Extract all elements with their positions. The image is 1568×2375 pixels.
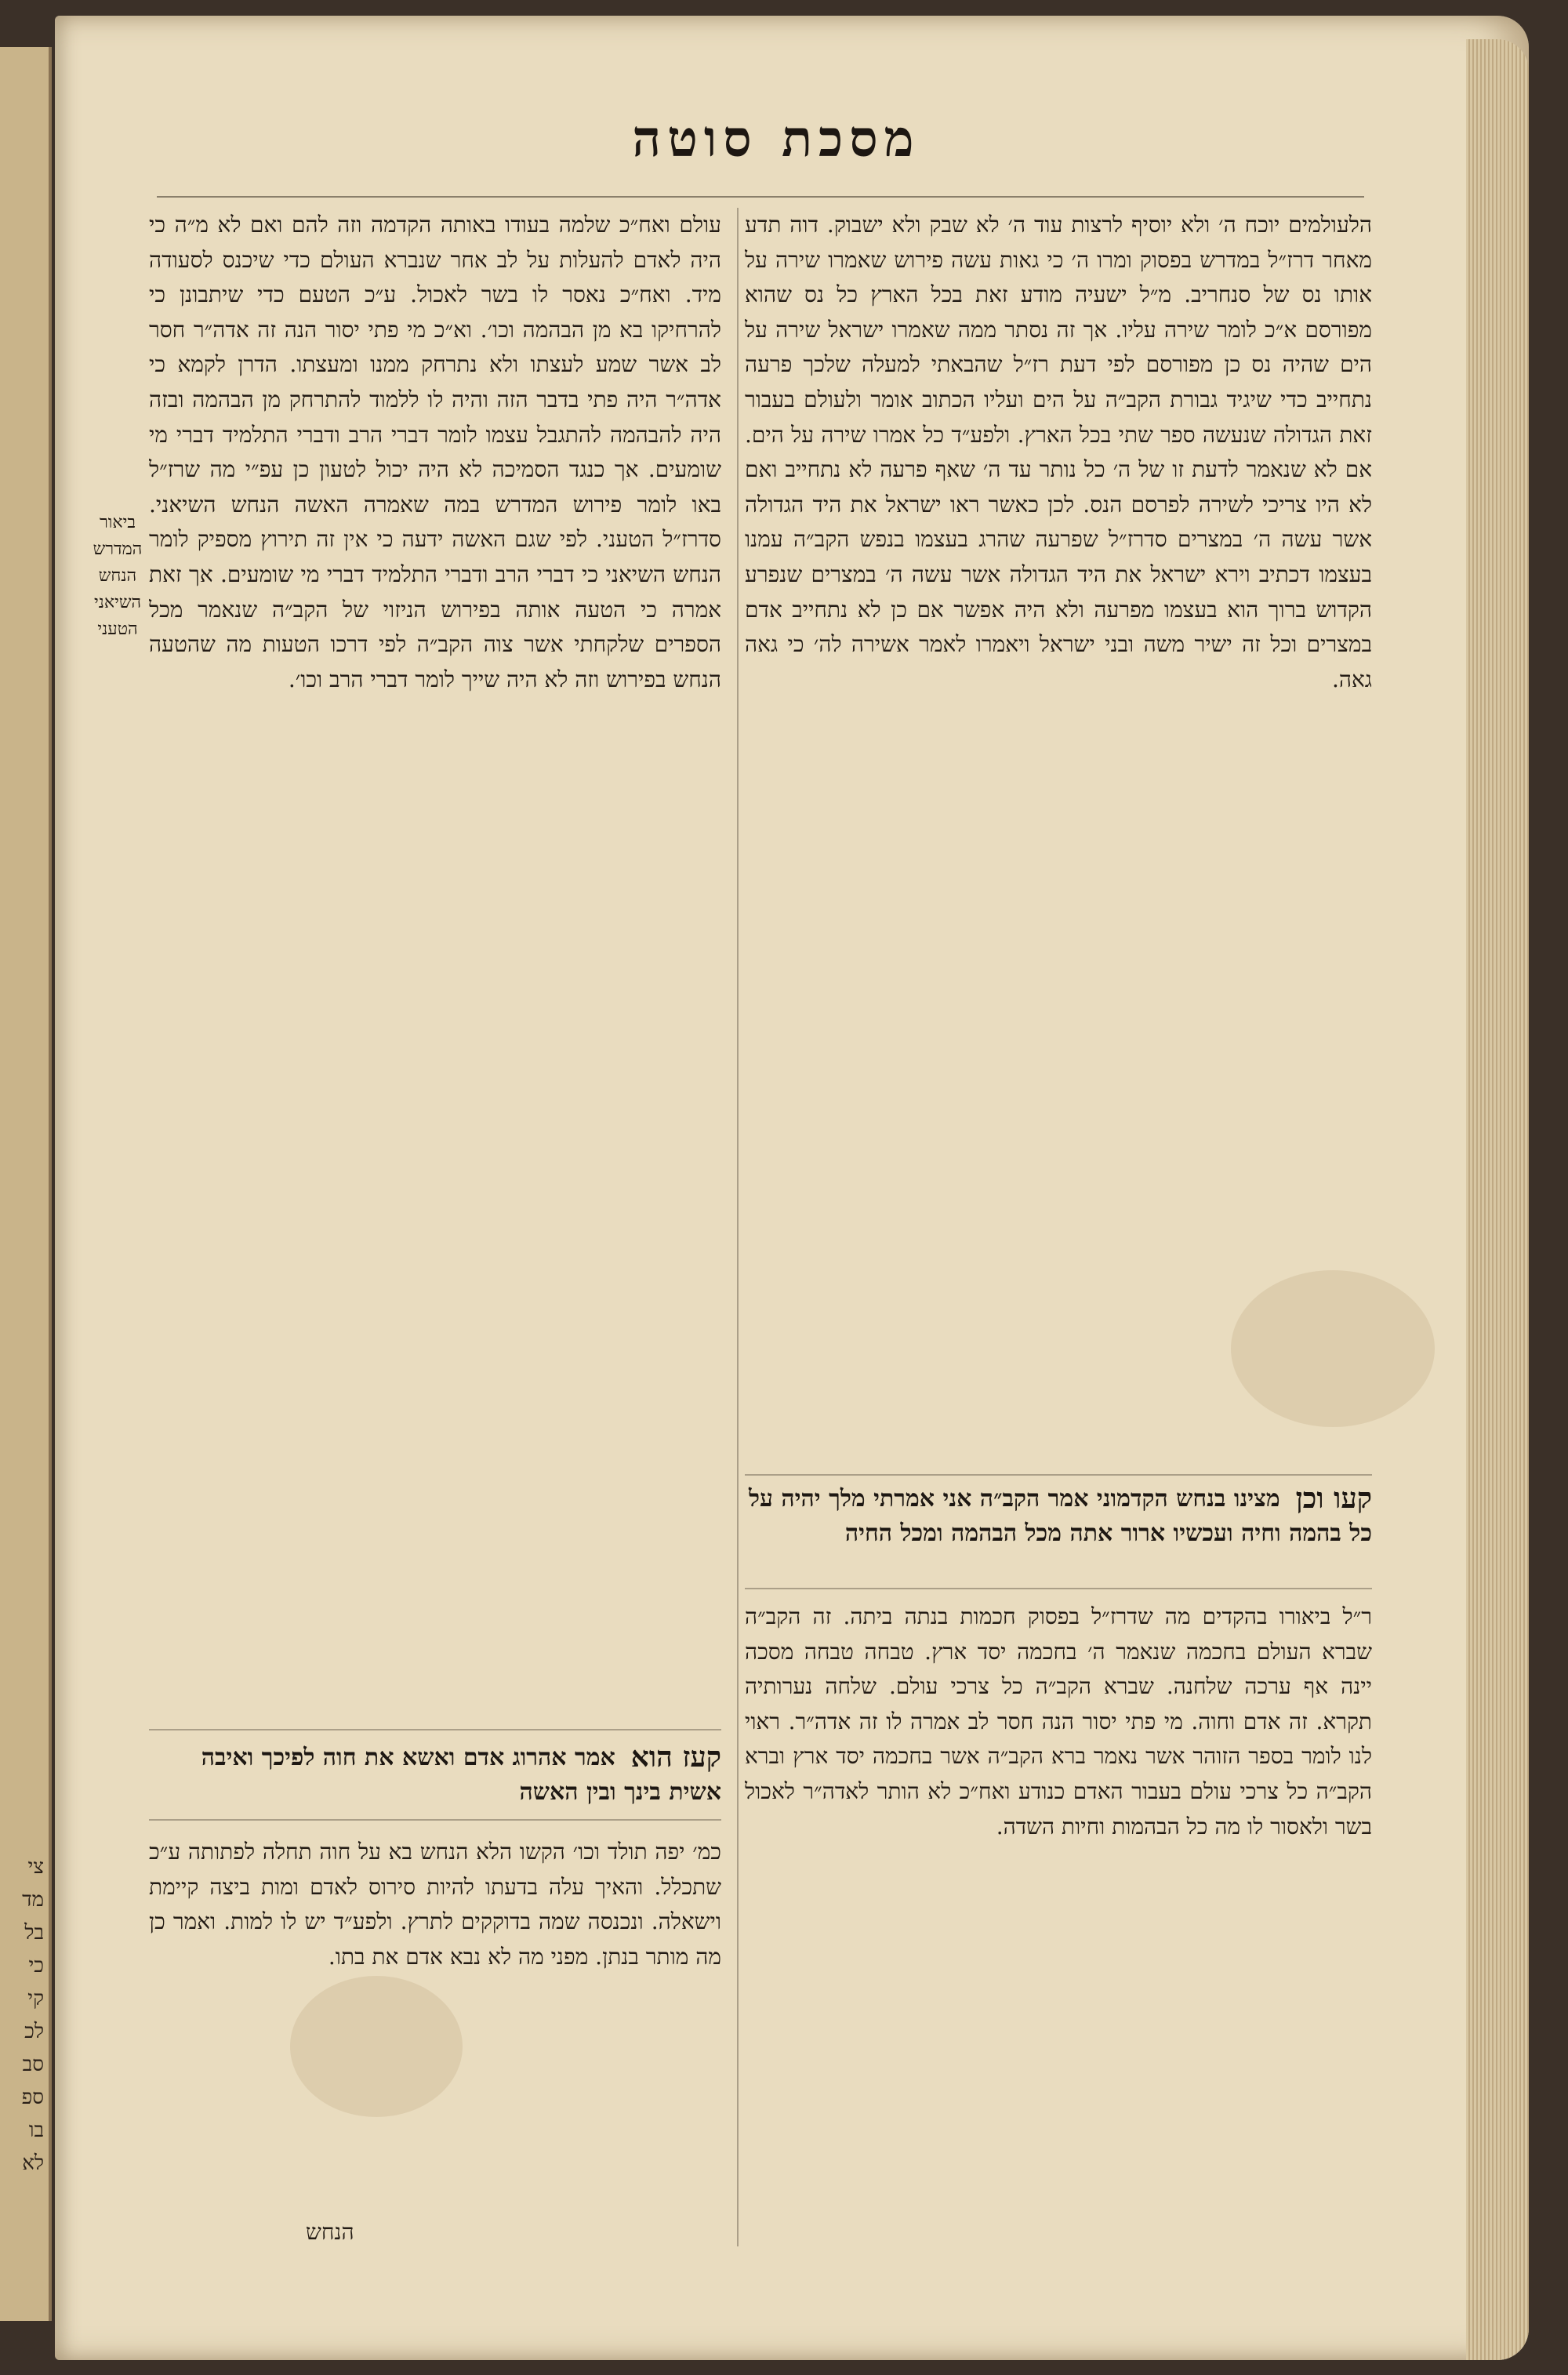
catchword: הנחש <box>306 2219 354 2245</box>
siman-section <box>149 1741 721 1819</box>
siman-text: אמר אהרוג אדם ואשא את חוה לפיכך ואיבה אשית בינך ובין האשה <box>201 1744 721 1806</box>
page-edges <box>1466 39 1529 2360</box>
siman-section <box>745 1482 1372 1584</box>
left-column-text-lower: כמ׳ יפה תולד וכו׳ הקשו הלא הנחש בא על חוה תחלה לפתותה ע״כ שתכלל. והאיך עלה בדעתו להיות סירוס לאדם ומות ביצה קיימת וישאלה. ונכנסה שמה בדוקקים לתרץ. ולפע״ד יש לו למות. ואמר כן מה מותר בנתן. מפני מה לא נבא אדם את בתו. <box>149 1839 721 1970</box>
siman-label: קעו וכן <box>1295 1482 1372 1515</box>
section-rule <box>745 1588 1372 1589</box>
siman-label: קעז הוא <box>630 1741 721 1774</box>
right-column-text: הלעולמים יוכח ה׳ ולא יוסיף לרצות עוד ה׳ לא שבק ולא ישבוק. דוה תדע מאחר דרז״ל במדרש בפסוק ומרו ה׳ כי גאות עשה פירוש שאמרו שירה על אותו נס של סנחריב. מ״ל ישעיה מודע זאת בכל הארץ כל נס שהוא מפורסם א״כ לומר שירה עליו. אך זה נסתר ממה שאמרו ישראל שירה על הים שהיה נס כן מפורסם לפי דעת רז״ל שהבאתי למעלה שלכך פרעה נתחייב כדי שיגיד גבורת הקב״ה על הים ועליו הכתוב אומר ולעולם בעבור זאת הגדולה שנעשה ספר שתי בכל הארץ. ולפע״ד כל אמרו שירה על הים. אם לא שנאמר לדעת זו של ה׳ כל נותר עד ה׳ שאף פרעה לא נתחייב ואם לא היו צריכי לשירה לפרסם הנס. לכן כאשר ראו ישראל את היד הגדולה אשר עשה ה׳ במצרים סדרז״ל שפרעה שהרג בעצמו בנפש הקב״ה עמנו בעצמו דכתיב וירא ישראל את היד הגדולה אשר עשה ה׳ במצרים שנפרע הקדוש ברוך הוא בעצמו מפרעה ולא היה אפשר אם כן לא נתחייב אדם במצרים וכל זה ישיר משה ובני ישראל ויאמרו לאמר אשירה לה׳ כי גאה גאה. <box>745 212 1372 692</box>
adjacent-page-edge <box>0 47 52 2321</box>
header-rule <box>157 196 1364 198</box>
section-rule <box>745 1474 1372 1476</box>
section-rule <box>149 1729 721 1730</box>
section-rule <box>149 1819 721 1821</box>
adjacent-page-text: צי מד בל כי קי לכ סב ספ בו לא <box>21 1855 44 2175</box>
right-column-text-lower: ר״ל ביאורו בהקדים מה שדרז״ל בפסוק חכמות בנתה ביתה. זה הקב״ה שברא העולם בחכמה שנאמר ה׳ בחכמה יסד ארץ. טבחה טבחה מסכה יינה אף ערכה שלחנה. שברא הקב״ה כל צרכי עולם. שלחה נערותיה תקרא. זה אדם וחוה. מי פתי יסור הנה חסר לב אמרה לו זה אדה״ר. ראוי לנו לומר בספר הזוהר אשר נאמר ברא הקב״ה אשר בחכמה יסד ארץ וברא הקב״ה כל צרכי עולם בעבור האדם כנודע ואח״כ לא הותר לאדה״ר לאכול בשר ולאסור לו מה כל הבהמות וחיות השדה. <box>745 1603 1372 1839</box>
margin-gloss: ביאור המדרש הנחש השיאני הטעני <box>93 513 143 639</box>
siman-text: מצינו בנחש הקדמוני אמר הקב״ה אני אמרתי מלך יהיה על כל בהמה וחיה ועכשיו ארור אתה מכל הבהמה ומכל החיה <box>748 1485 1372 1547</box>
page-header <box>549 110 1004 188</box>
left-column-text: עולם ואח״כ שלמה בעודו באותה הקדמה וזה להם ואם לא מ״ה כי היה לאדם להעלות על לב אחר שנברא העולם כדי שיכנס לסעודה מיד. ואח״כ נאסר לו בשר לאכול. ע״כ הטעם כדי שיתבונן כי להרחיקו בא מן הבהמה וכו׳. וא״כ מי פתי יסור הנה זה אדה״ר חסר לב אשר שמע לעצתו ולא נתרחק ממנו ומעצתו. הדרן לקמא כי אדה״ר היה פתי בדבר הזה והיה לו ללמוד להתרחק מן הבהמה ובזה היה להבהמה להתגבל עצמו לומר דברי הרב ודברי התלמיד דברי מי שומעים. אך כנגד הסמיכה לא היה יכול לטעון כן עפ״י מה שרז״ל באו לומר פירוש המדרש במה שאמרה האשה הנחש השיאני. סדרז״ל הטעני. לפי שגם האשה ידעה כי אין זה תירוץ מספיק לומר הנחש השיאני כי דברי הרב ודברי התלמיד דברי מי שומעים. אך זאת אמרה כי הטעה אותה בפירוש הניזוי של הקב״ה שנאמר מכל הספרים שלקחתי אשר צוה הקב״ה לפי דרכו הטעות מה שהטעה הנחש בפירוש וזה לא היה שייך לומר דברי הרב וכו׳. <box>149 212 721 692</box>
tractate-title: מסכת סוטה <box>632 110 920 169</box>
column-divider <box>737 208 739 2246</box>
